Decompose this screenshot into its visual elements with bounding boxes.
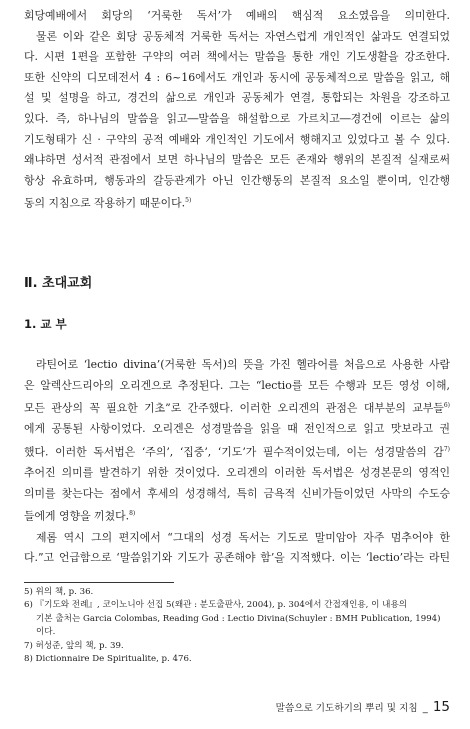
footnote-6-continued: 기본 출처는 Garcia Colombas, Reading God : Lectio Divina(Schuyler : BMH Publication, 1994) [36,613,441,624]
text-line: 항상 유효하며, 행동과의 갈등관계가 아닌 인간행동의 본질적 요소일 뿐이며, 인간행 [24,173,450,187]
text-line-content: 했다. 이러한 독서법은 ‘주의’, ‘집중’, ‘기도’가 필수적이었는데, 이는 성경말씀의 감 [24,445,444,459]
text-line: 회당예배에서 회당의 ‘거룩한 독서’가 예배의 핵심적 요소였음을 의미한다. [24,9,450,22]
body-paragraph [24,355,450,569]
section-heading: Ⅱ. 초대교회 [24,276,93,291]
footnote-6: 6) 『기도와 전례』, 코이노니아 선집 5(왜관 : 분도출판사, 2004), p. 304에서 간접재인용, 이 내용의 [24,600,408,611]
running-title: 말씀으로 기도하기의 뿌리 및 지침 [275,703,418,714]
footnote-reference[interactable]: 8) [129,510,136,518]
text-line: 있다. 즉, 하나님의 말씀을 읽고―말씀을 해설함으로 가르치고―경건에 이르는 삶의 [24,111,450,125]
intro-paragraph [24,6,450,215]
text-line: 또한 신약의 디모데전서 4 : 6~16에서도 개인과 동시에 공동체적으로 말씀을 읽고, 해 [24,70,450,84]
text-line: 기도형태가 신 · 구약의 공적 예배와 개인적인 기도에서 행해지고 있었다고 볼 수 있다. [24,132,450,146]
footnote-divider [24,582,174,583]
text-line: 다.”고 언급함으로 ‘말씀읽기와 기도가 공존해야 함’을 지적했다. 이는 ‘lectio’라는 라틴 [24,551,450,565]
footnote-6-continued: 이다. [36,627,56,638]
text-line: 다. 시편 1편을 포함한 구약의 여러 책에서는 말씀을 통한 개인 기도생활을 강조한다. [24,50,450,64]
footnote-5: 5) 위의 책, p. 36. [24,587,94,597]
footnote-reference[interactable]: 7) [443,446,450,453]
footnotes [24,586,450,666]
page-number: 15 [432,699,450,715]
text-line: 에게 공통된 사항이었다. 오리겐은 성경말씀을 읽을 때 전인적으로 읽고 맛보라고 권 [24,422,450,436]
text-line: 물론 이와 같은 회당 공동체적 거룩한 독서는 자연스럽게 개인적인 삶과도 연결되었 [36,29,450,43]
text-line-content: 모든 관상의 꼭 필요한 기초”로 간주했다. 이러한 오리겐의 관점은 대부분의 교부들 [24,401,444,415]
text-line [24,504,450,527]
text-line [24,191,450,214]
footnote-reference[interactable]: 6) [443,402,450,410]
text-line [24,440,450,463]
text-line: 라틴어로 ‘lectio divina’(거룩한 독서)의 뜻을 가진 헬라어를 처음으로 사용한 사람 [36,358,450,371]
subsection-heading: 1. 교 부 [24,317,67,331]
text-line: 설 및 설명을 하고, 경건의 삶으로 개인과 공동체가 연결, 통합되는 차원을 강조하고 [24,91,450,105]
footnote-8: 8) Dictionnaire De Spiritualite, p. 476. [24,654,192,665]
footnote-reference[interactable]: 5) [185,197,192,205]
footer-separator: _ [422,703,428,714]
text-line-content: 동의 지침으로 작용하기 때문이다. [24,196,186,210]
text-line-content: 들에게 영향을 끼쳤다. [24,510,130,524]
text-line: 은 알렉산드리아의 오리겐으로 추정된다. 그는 “lectio를 모든 수행과 모든 영성 이해, [24,378,450,392]
page-footer [0,696,470,715]
footnote-7: 7) 허성준, 앞의 책, p. 39. [24,640,124,651]
text-line: 왜냐하면 성서적 관점에서 보면 하나님의 말씀은 모든 존재와 행위의 본질적 실재로써 [24,153,450,167]
text-line [24,396,450,419]
text-line: 추어진 의미를 발견하기 위한 것이었다. 오리겐의 이러한 독서법은 성경본문의 영적인 [24,466,450,480]
text-line: 제롬 역시 그의 편지에서 “그대의 성경 독서는 기도로 말미암아 자주 멈추어야 한 [36,530,450,544]
text-line: 의미를 찾는다는 점에서 후세의 성경해석, 특히 금욕적 신비가들이었던 사막의 수도승 [24,486,450,500]
